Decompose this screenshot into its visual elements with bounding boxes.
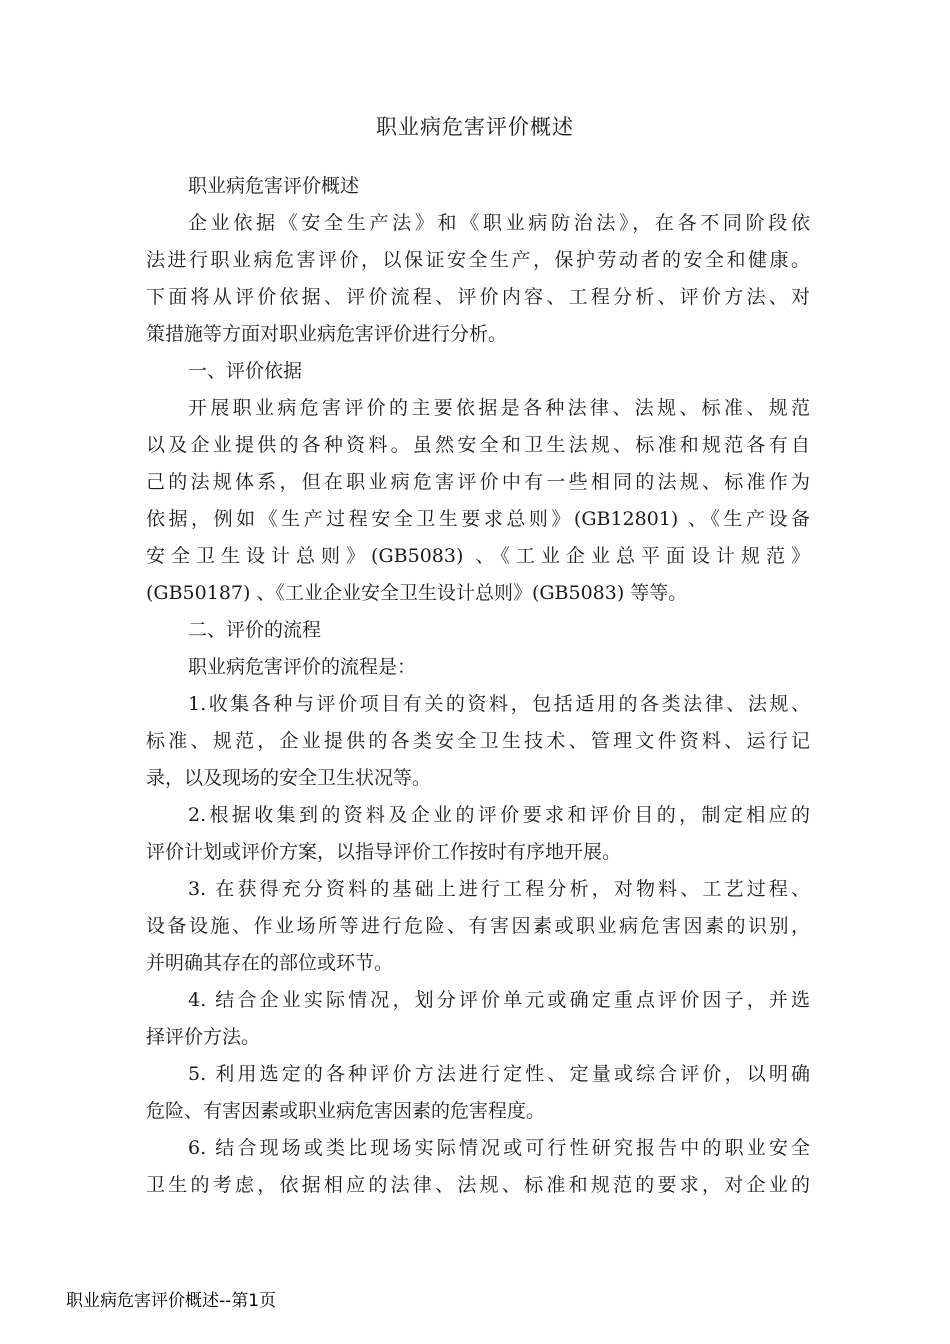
document-title: 职业病危害评价概述 xyxy=(376,115,574,139)
text-line: 企业依据《安全生产法》和《职业病防治法》，在各不同阶段依 xyxy=(188,212,810,234)
text-line: 己的法规体系，但在职业病危害评价中有一些相同的法规、标准作为 xyxy=(146,471,810,493)
text-line: 标准、规范，企业提供的各类安全卫生技术、管理文件资料、运行记 xyxy=(146,730,810,752)
text-line: 2.根据收集到的资料及企业的评价要求和评价目的，制定相应的 xyxy=(188,804,810,826)
text-line: 二、评价的流程 xyxy=(188,619,322,641)
text-line: 职业病危害评价的流程是： xyxy=(188,656,417,678)
text-line: (GB50187) 、《工业企业安全卫生设计总则》(GB5083) 等等。 xyxy=(146,582,688,604)
text-line: 并明确其存在的部位或环节。 xyxy=(146,952,394,974)
text-line: 1.收集各种与评价项目有关的资料，包括适用的各类法律、法规、 xyxy=(188,693,810,715)
text-line: 6. 结合现场或类比现场实际情况或可行性研究报告中的职业安全 xyxy=(188,1137,810,1159)
text-line: 卫生的考虑，依据相应的法律、法规、标准和规范的要求，对企业的 xyxy=(146,1174,810,1196)
text-line: 3. 在获得充分资料的基础上进行工程分析，对物料、工艺过程、 xyxy=(188,878,810,900)
text-line: 安全卫生设计总则》(GB5083) 、《工业企业总平面设计规范》 xyxy=(146,545,810,567)
text-line: 设备设施、作业场所等进行危险、有害因素或职业病危害因素的识别， xyxy=(146,915,810,937)
text-line: 4. 结合企业实际情况，划分评价单元或确定重点评价因子，并选 xyxy=(188,989,810,1011)
text-line: 策措施等方面对职业病危害评价进行分析。 xyxy=(146,323,508,345)
text-line: 职业病危害评价概述 xyxy=(188,175,360,197)
page-footer: 职业病危害评价概述--第1页 xyxy=(66,1291,277,1311)
text-line: 一、评价依据 xyxy=(188,360,303,382)
text-line: 以及企业提供的各种资料。虽然安全和卫生法规、标准和规范各有自 xyxy=(146,434,810,456)
text-line: 评价计划或评价方案，以指导评价工作按时有序地开展。 xyxy=(146,841,622,863)
text-line: 法进行职业病危害评价，以保证安全生产，保护劳动者的安全和健康。 xyxy=(146,249,810,271)
text-line: 开展职业病危害评价的主要依据是各种法律、法规、标准、规范 xyxy=(188,397,810,419)
text-line: 下面将从评价依据、评价流程、评价内容、工程分析、评价方法、对 xyxy=(146,286,810,308)
text-line: 依据，例如《生产过程安全卫生要求总则》(GB12801) 、《生产设备 xyxy=(146,508,810,530)
text-line: 择评价方法。 xyxy=(146,1026,261,1048)
text-line: 5. 利用选定的各种评价方法进行定性、定量或综合评价，以明确 xyxy=(188,1063,810,1085)
document-body xyxy=(146,168,810,1204)
text-line: 危险、有害因素或职业病危害因素的危害程度。 xyxy=(146,1100,546,1122)
text-line: 录，以及现场的安全卫生状况等。 xyxy=(146,767,432,789)
